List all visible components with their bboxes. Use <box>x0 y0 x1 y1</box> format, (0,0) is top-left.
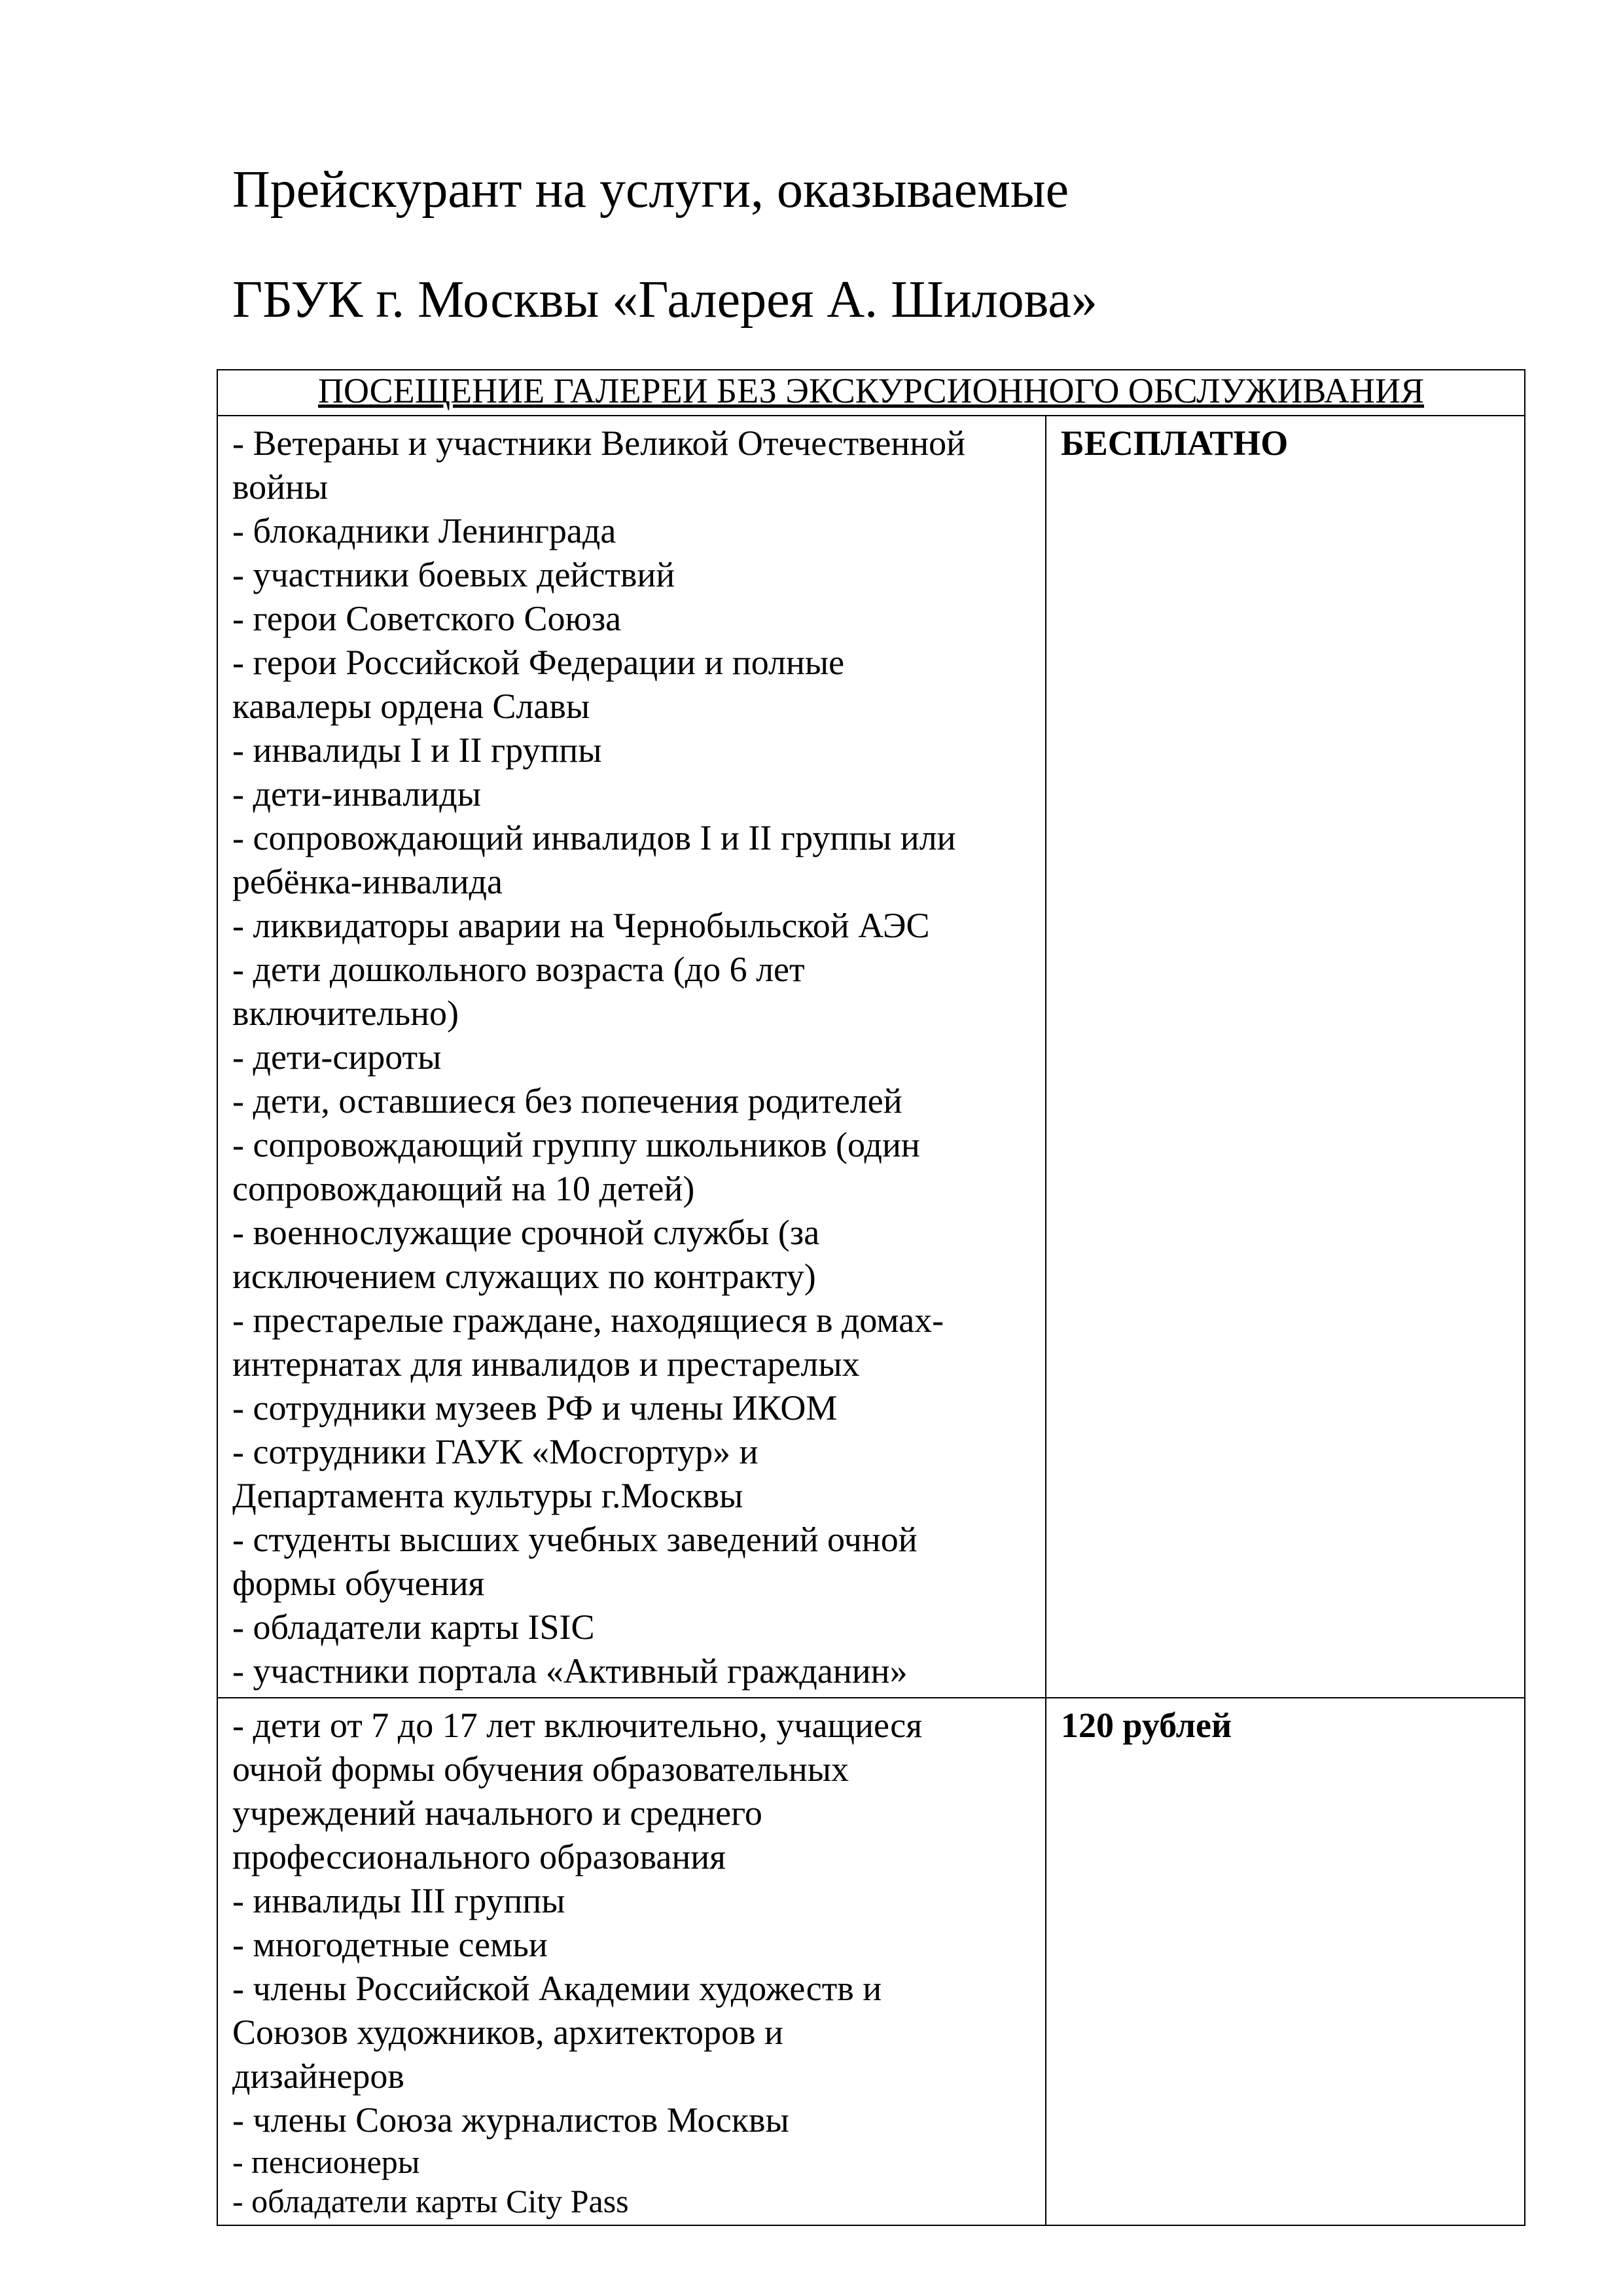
list-item: - члены Российской Академии художеств и <box>232 1969 882 2008</box>
list-item: - сотрудники ГАУК «Мосгортур» и <box>232 1432 758 1471</box>
table-row-free <box>217 416 1525 1698</box>
price-cell-free <box>1046 416 1525 1698</box>
list-item: - многодетные семьи <box>232 1925 548 1964</box>
list-item: - дети-сироты <box>232 1037 442 1077</box>
page-title-line-2: ГБУК г. Москвы «Галерея А. Шилова» <box>232 271 1097 329</box>
list-item: - дети-инвалиды <box>232 774 482 814</box>
list-item: - участники портала «Активный гражданин» <box>232 1651 908 1691</box>
category-cell-free <box>217 416 1046 1698</box>
list-item: - пенсионеры <box>232 2144 420 2180</box>
list-item: - инвалиды III группы <box>232 1881 565 1920</box>
category-list-paid <box>218 1698 1045 2225</box>
list-item: - дети, оставшиеся без попечения родителей <box>232 1081 902 1121</box>
list-item: - сопровождающий инвалидов I и II группы или <box>232 818 956 857</box>
list-item: - военнослужащие срочной службы (за <box>232 1213 820 1252</box>
list-item: ребёнка-инвалида <box>232 862 503 901</box>
list-item: учреждений начального и среднего <box>232 1793 762 1833</box>
page-title-line-1: Прейскурант на услуги, оказываемые <box>232 161 1069 219</box>
list-item: формы обучения <box>232 1564 485 1603</box>
category-cell-paid <box>217 1698 1046 2225</box>
list-item: войны <box>232 467 329 507</box>
list-item: - сотрудники музеев РФ и члены ИКОМ <box>232 1388 838 1427</box>
table-header: ПОСЕЩЕНИЕ ГАЛЕРЕИ БЕЗ ЭКСКУРСИОННОГО ОБСЛУЖИВАНИЯ <box>217 370 1525 416</box>
price-table <box>217 369 1525 2226</box>
list-item: Союзов художников, архитекторов и <box>232 2013 783 2052</box>
list-item: Департамента культуры г.Москвы <box>232 1476 743 1515</box>
list-item: - обладатели карты City Pass <box>232 2183 629 2219</box>
list-item: - студенты высших учебных заведений очной <box>232 1520 918 1559</box>
table-row-paid <box>217 1698 1525 2225</box>
list-item: - герои Советского Союза <box>232 599 622 638</box>
list-item: - обладатели карты ISIC <box>232 1607 595 1647</box>
list-item: - ликвидаторы аварии на Чернобыльской АЭС <box>232 906 930 945</box>
price-cell-paid <box>1046 1698 1525 2225</box>
list-item: - дети дошкольного возраста (до 6 лет <box>232 950 805 989</box>
list-item: - члены Союза журналистов Москвы <box>232 2100 789 2140</box>
list-item: сопровождающий на 10 детей) <box>232 1169 695 1208</box>
list-item: - блокадники Ленинграда <box>232 511 616 550</box>
list-item: - герои Российской Федерации и полные <box>232 643 845 682</box>
list-item: интернатах для инвалидов и престарелых <box>232 1344 860 1384</box>
list-item: профессионального образования <box>232 1837 726 1876</box>
list-item: - сопровождающий группу школьников (один <box>232 1125 920 1164</box>
price-label-paid: 120 рублей <box>1061 1706 1232 1745</box>
price-label-free: БЕСПЛАТНО <box>1061 423 1289 463</box>
list-item: дизайнеров <box>232 2056 404 2096</box>
table-header-row <box>217 370 1525 416</box>
list-item: очной формы обучения образовательных <box>232 1749 849 1789</box>
list-item: - престарелые граждане, находящиеся в домах- <box>232 1300 944 1340</box>
list-item: - дети от 7 до 17 лет включительно, учащиеся <box>232 1706 923 1745</box>
list-item: включительно) <box>232 994 459 1033</box>
category-list-free <box>218 416 1045 1697</box>
list-item: исключением служащих по контракту) <box>232 1257 816 1296</box>
list-item: - инвалиды I и II группы <box>232 730 602 770</box>
list-item: - Ветераны и участники Великой Отечественной <box>232 423 966 463</box>
list-item: - участники боевых действий <box>232 555 675 594</box>
list-item: кавалеры ордена Славы <box>232 687 590 726</box>
